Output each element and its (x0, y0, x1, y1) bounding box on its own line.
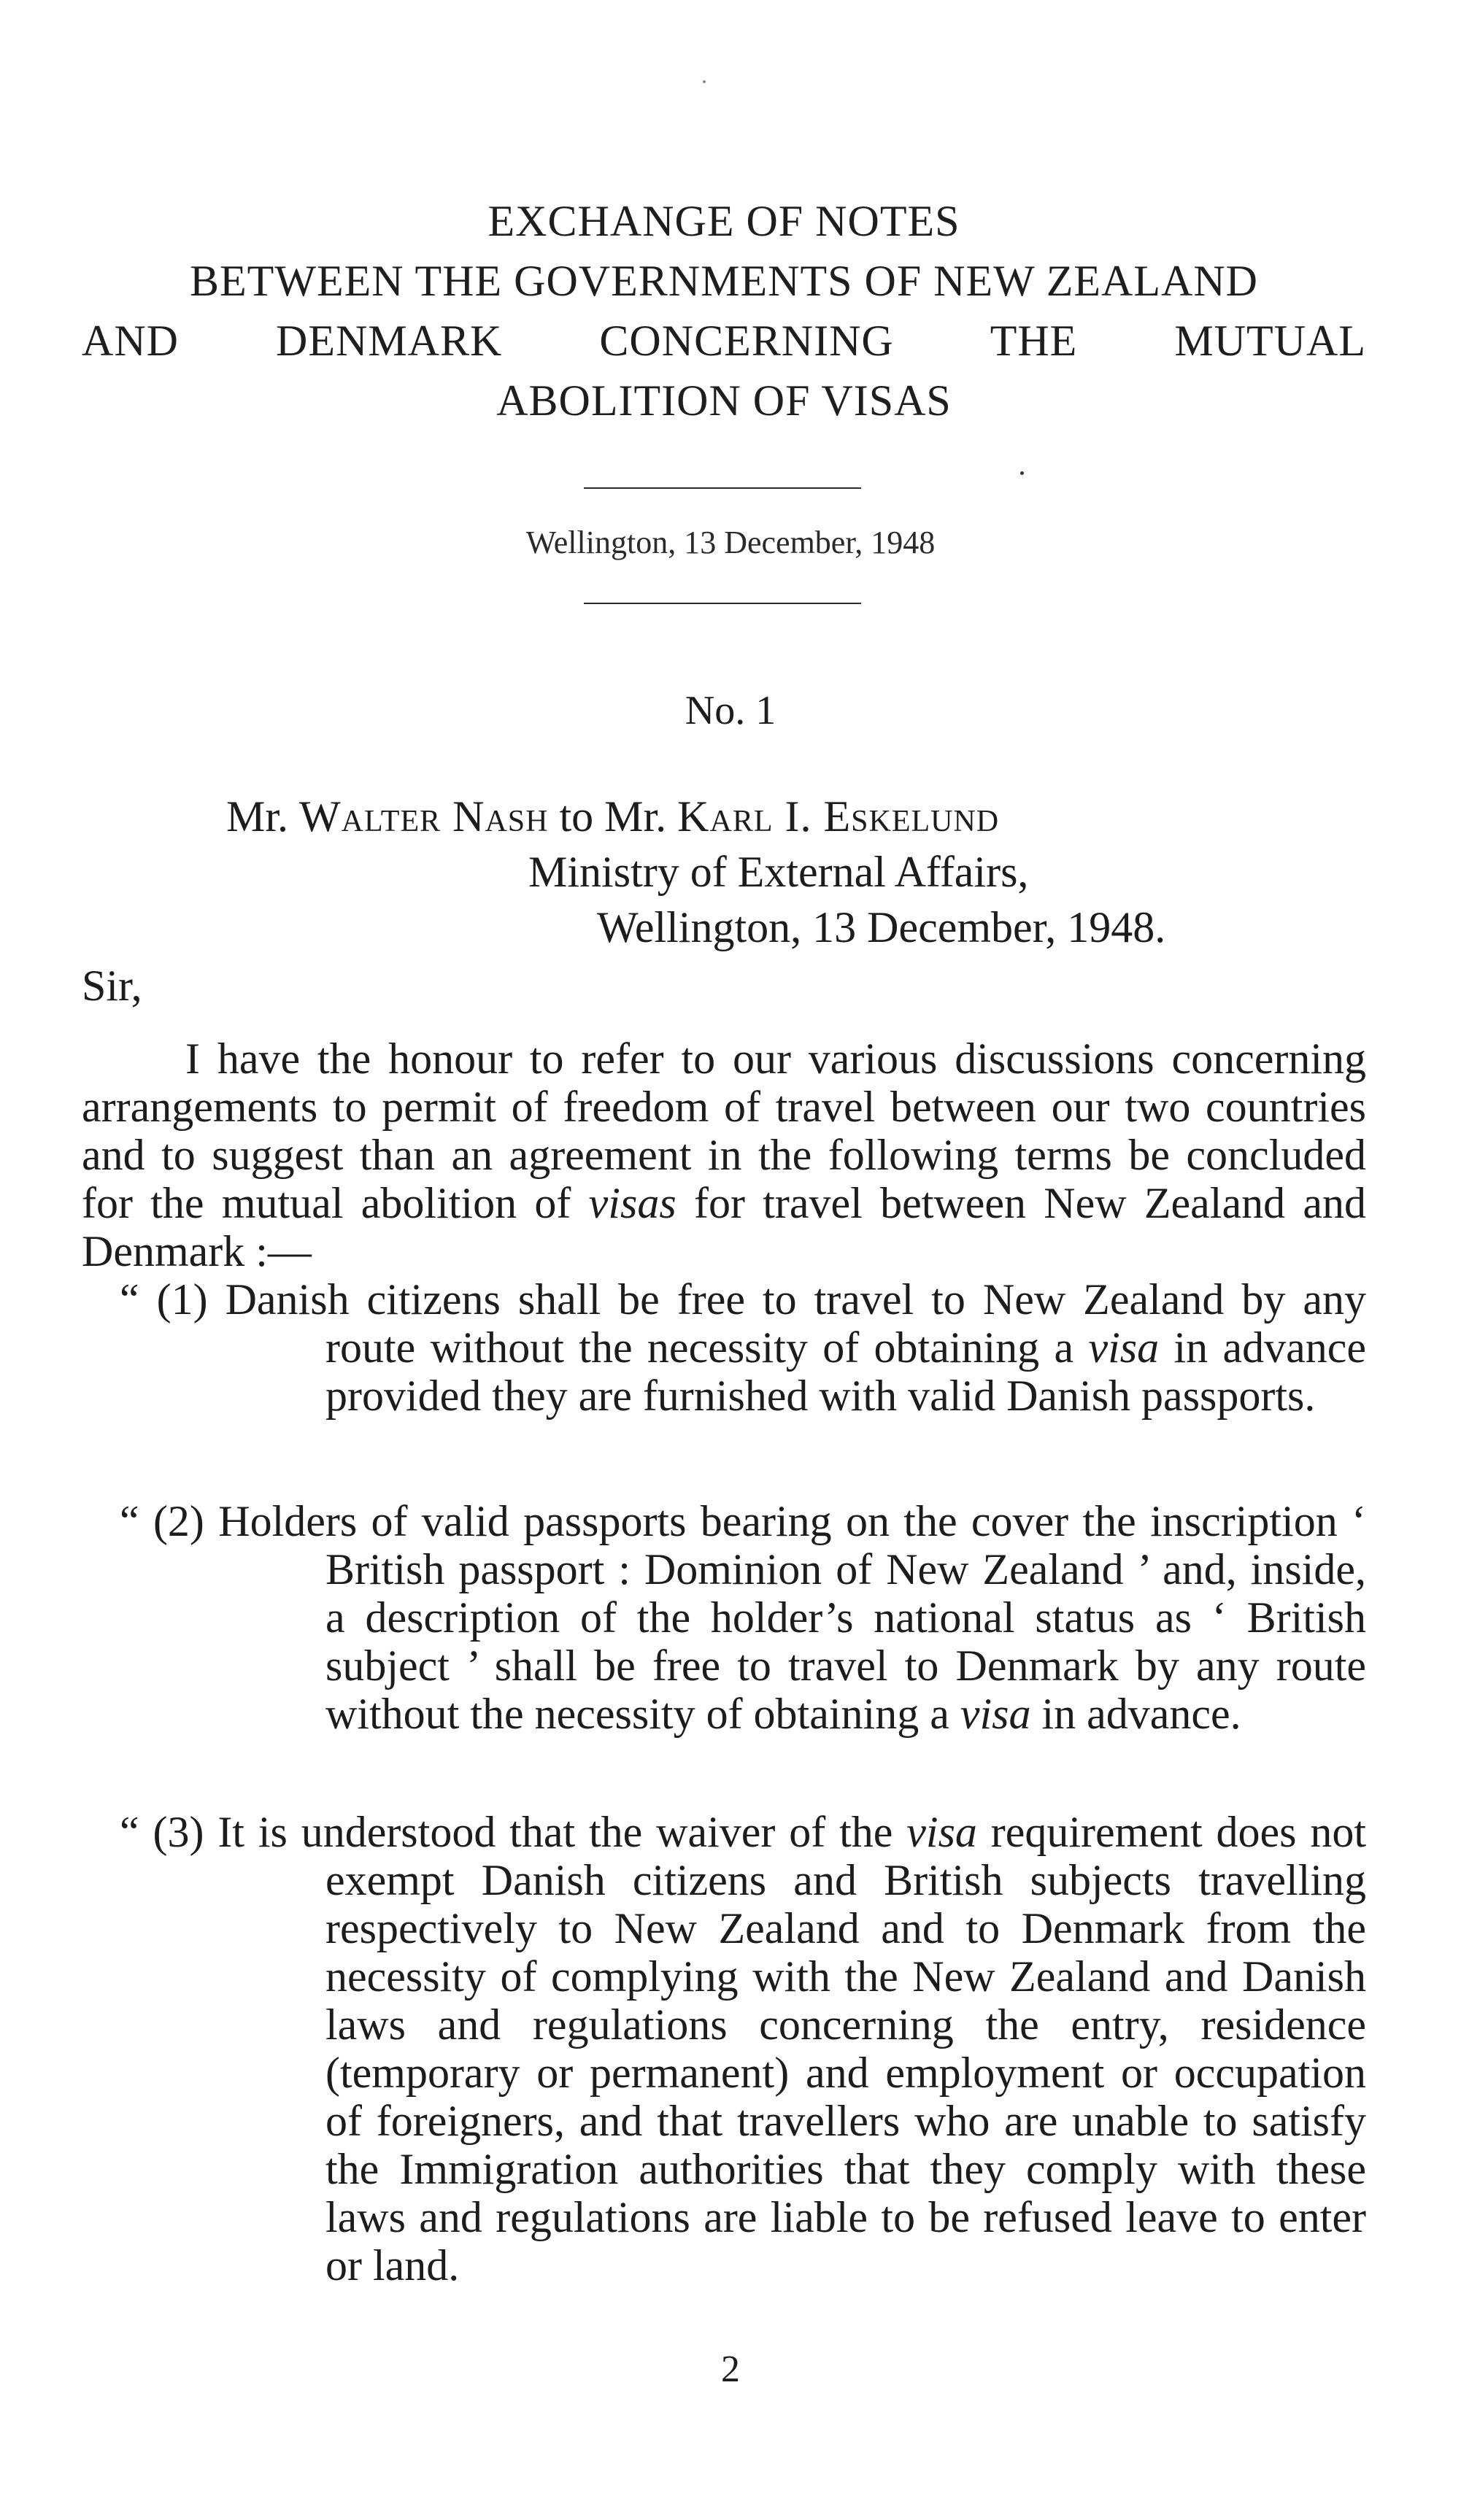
address-line-2: Wellington, 13 December, 1948. (597, 903, 1166, 951)
item-text: Danish citizens shall be free to travel to New Zealand by any route without the necessity of obtaining a (225, 1275, 1367, 1372)
intro-text-end: for travel between New Zealand and Denmark :— (82, 1179, 1367, 1275)
item-text: in advance provided they are furnished with valid Danish passports. (325, 1323, 1366, 1420)
title-line-1: EXCHANGE OF NOTES (487, 197, 960, 245)
list-item-text (120, 1275, 1366, 1420)
list-item-3 (120, 1808, 1366, 2289)
item-text: It is understood that the waiver of the (217, 1808, 907, 1856)
visa-word: visa (1088, 1323, 1160, 1372)
title-rule (584, 487, 861, 489)
item-number: “ (2) (120, 1497, 204, 1545)
recipient-name: Karl I. Eskelund (677, 792, 1000, 840)
visa-word: visa (906, 1808, 977, 1856)
address-line-1: Ministry of External Affairs, (528, 848, 1029, 896)
note-number: No. 1 (685, 688, 776, 733)
list-item-text (120, 1497, 1366, 1738)
item-text: Holders of valid passports bearing on the cover the inscription ‘ British passport : Dominion of New Zealand ’ and, inside, a description of the holder’s national status as ‘ British subject ’ shall be free to travel to Denmark by any route without the necessity of obtaining a (218, 1497, 1367, 1738)
intro-text: I have the honour to refer to our various discussions concerning arrangements to permit of freedom of travel between our two countries and to suggest than an agreement in the following terms be concluded for the mutual abolition of (82, 1035, 1366, 1227)
list-item-2 (120, 1497, 1366, 1738)
page-number: 2 (721, 2349, 740, 2390)
visas-word: visas (588, 1179, 676, 1227)
sender-name: Walter Nash (299, 792, 549, 840)
paper-speck (1020, 471, 1024, 475)
intro-paragraph (82, 1035, 1366, 1275)
from-prefix: Mr. (226, 792, 289, 840)
to-connector: to (559, 792, 594, 840)
to-prefix: Mr. (604, 792, 667, 840)
list-item-1 (120, 1275, 1366, 1420)
title-line-3: AND DENMARK CONCERNING THE MUTUAL (82, 317, 1366, 365)
item-number: “ (3) (120, 1808, 204, 1856)
from-to-line (226, 792, 999, 840)
item-text: requirement does not exempt Danish citizens and British subjects travelling respectively to New Zealand and to Denmark from the necessity of complying with the New Zealand and Danish laws and regulations concerning the entry, residence (temporary or permanent) and employment or occupation of foreigners, and that travellers who are unable to satisfy the Immigration authorities that they comply with these laws and regulations are liable to be refused leave to enter or land. (325, 1808, 1367, 2289)
paper-speck (703, 80, 706, 83)
item-text: in advance. (1030, 1690, 1241, 1738)
salutation: Sir, (82, 962, 142, 1010)
list-item-text (120, 1808, 1366, 2289)
title-line-4: ABOLITION OF VISAS (496, 376, 952, 425)
title-line-2: BETWEEN THE GOVERNMENTS OF NEW ZEALAND (190, 257, 1258, 305)
visa-word: visa (960, 1690, 1031, 1738)
date-rule (584, 603, 861, 604)
place-date: Wellington, 13 December, 1948 (525, 525, 936, 560)
item-number: “ (1) (120, 1275, 208, 1323)
